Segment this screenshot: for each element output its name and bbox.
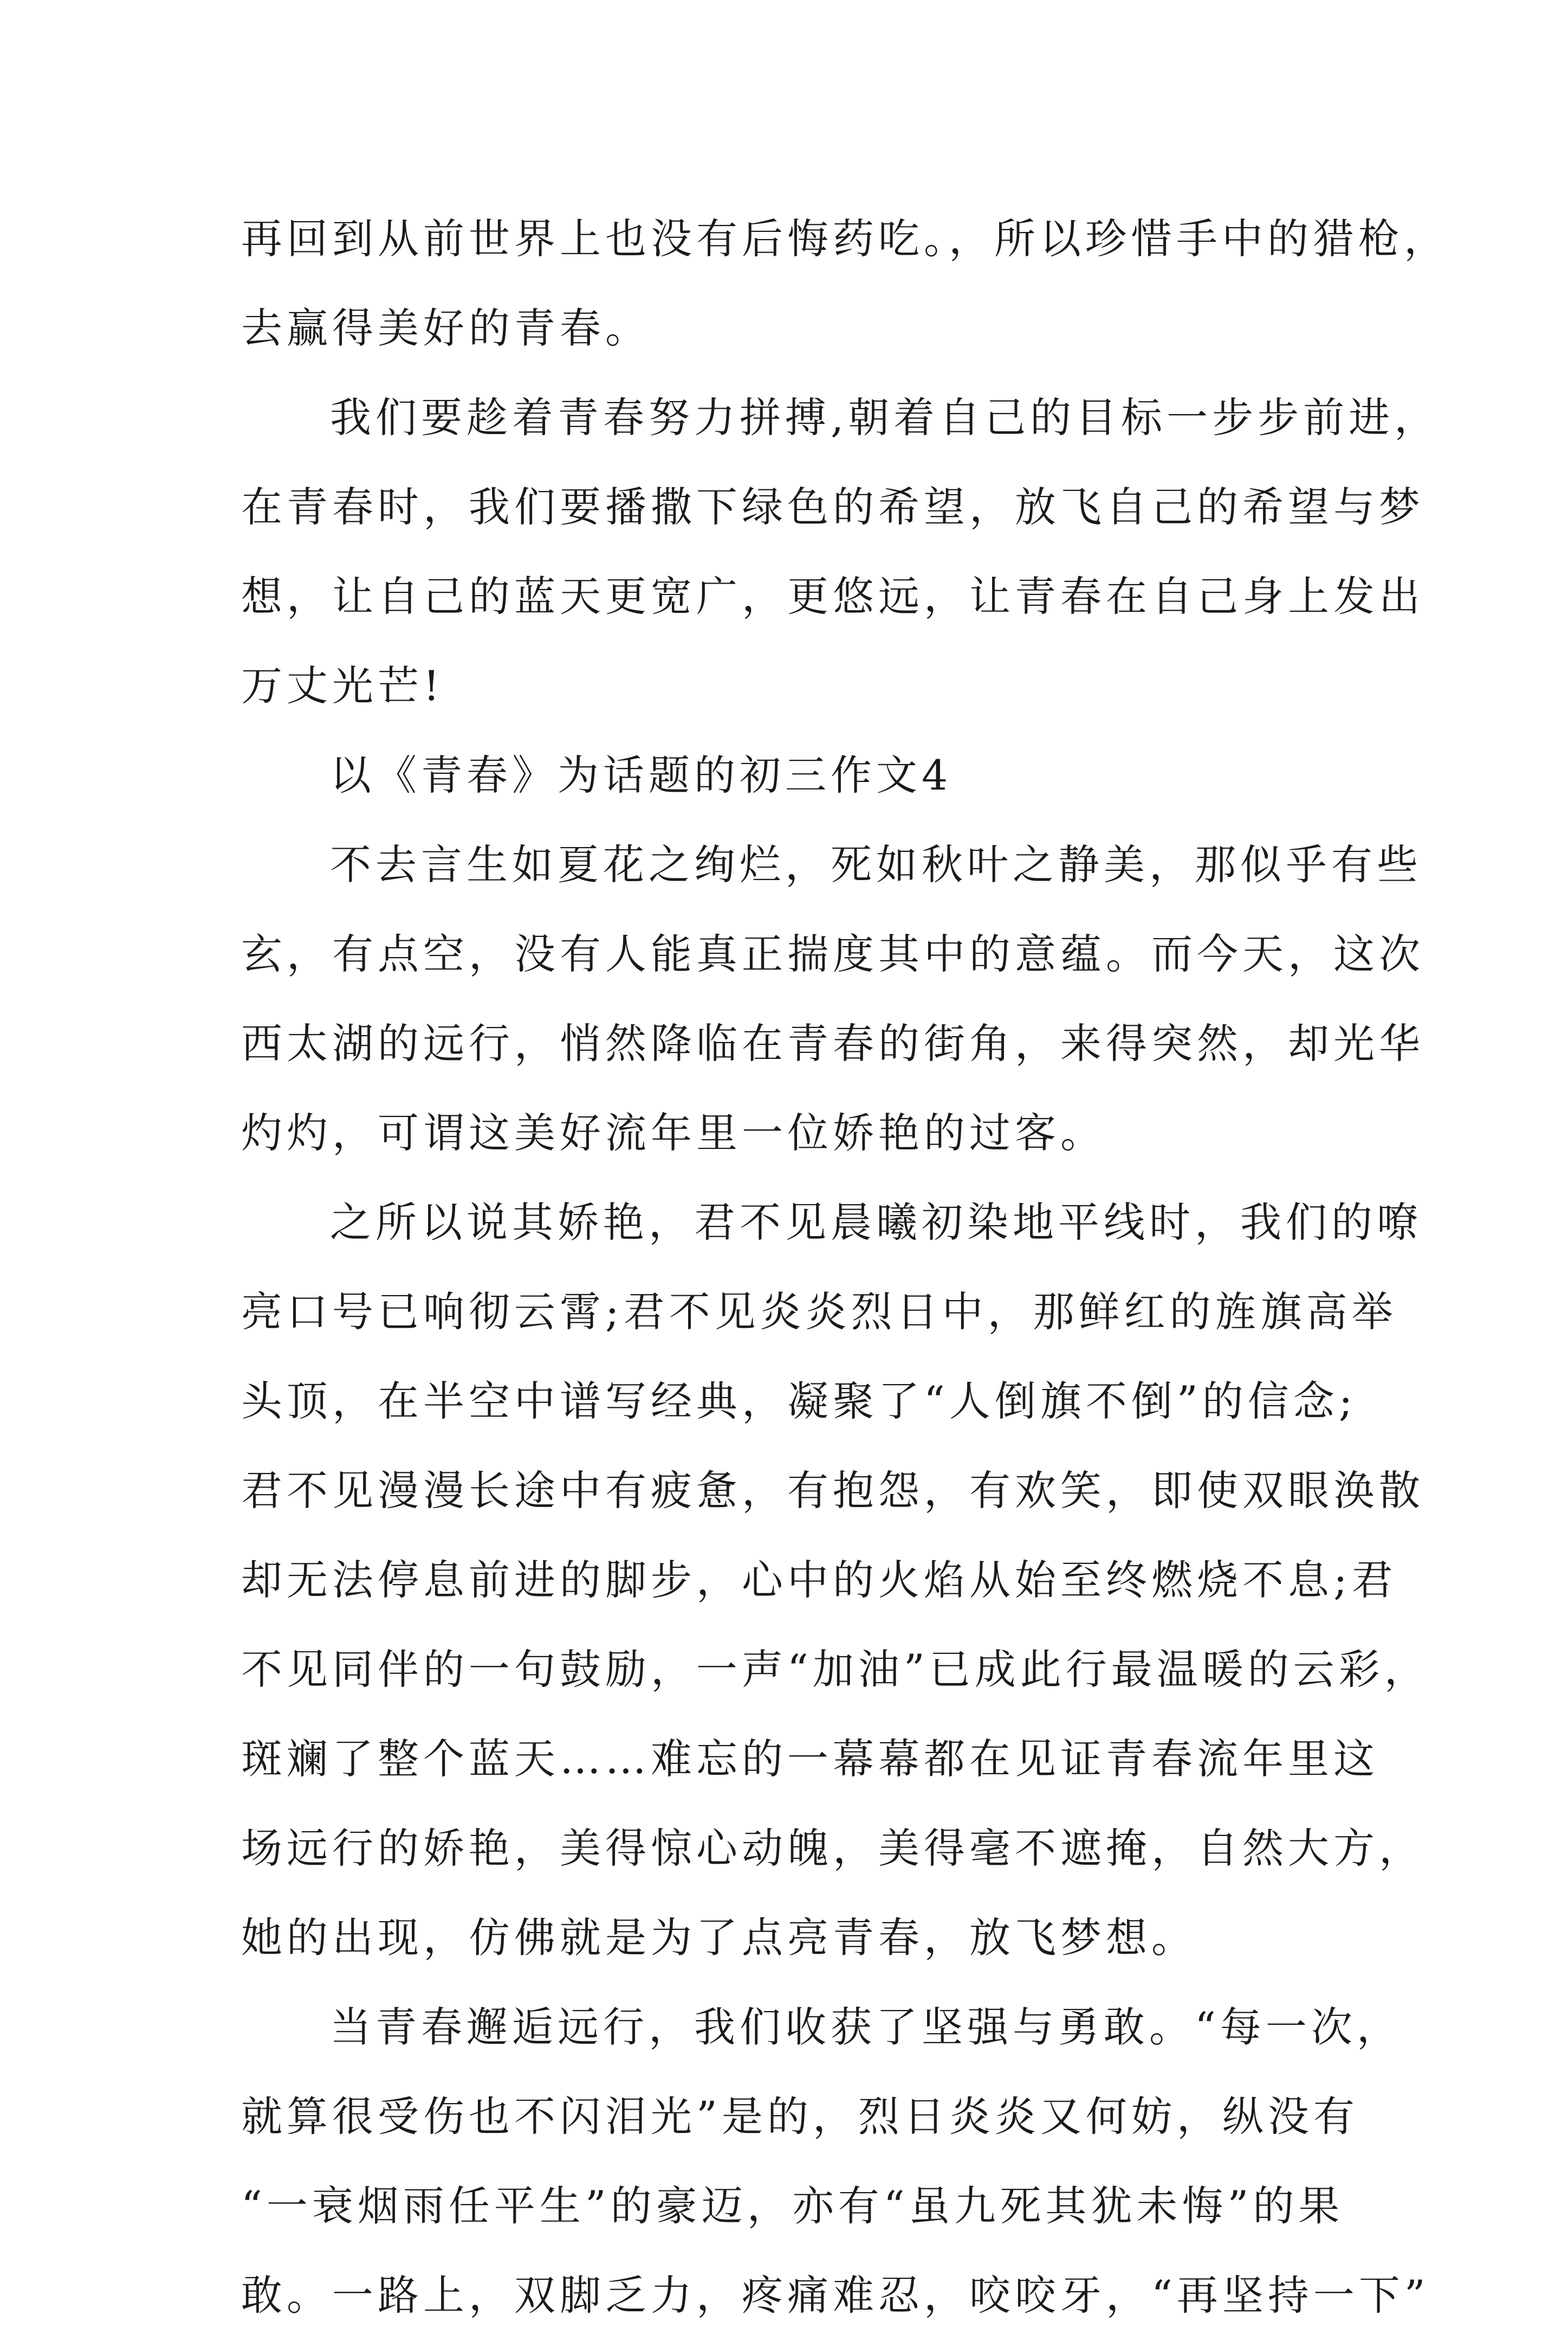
- text-line: 却无法停息前进的脚步，心中的火焰从始至终燃烧不息;君: [241, 1556, 1397, 1604]
- text-line: 君不见漫漫长途中有疲惫，有抱怨，有欢笑，即使双眼涣散: [241, 1466, 1424, 1515]
- text-line: 敢。一路上，双脚乏力，疼痛难忍，咬咬牙，“再坚持一下”: [241, 2271, 1430, 2319]
- text-line: 西太湖的远行，悄然降临在青春的街角，来得突然，却光华: [241, 1019, 1424, 1068]
- text-line: 万丈光芒!: [241, 662, 444, 710]
- paragraph-3: [241, 820, 1424, 1178]
- text-line: 亮口号已响彻云霄;君不见炎炎烈日中，那鲜红的旌旗高举: [241, 1288, 1397, 1336]
- paragraph-2: [241, 373, 1440, 731]
- text-line: 我们要趁着青春努力拼搏,朝着自己的目标一步步前进，: [330, 393, 1440, 442]
- text-line: 不去言生如夏花之绚烂，死如秋叶之静美，那似乎有些: [330, 841, 1422, 889]
- section-heading: [241, 731, 1379, 820]
- text-line: 头顶，在半空中谱写经典，凝聚了“人倒旗不倒”的信念;: [241, 1377, 1357, 1425]
- text-line: 她的出现，仿佛就是为了点亮青春，放飞梦想。: [241, 1914, 1197, 1962]
- text-line: 斑斓了整个蓝天……难忘的一幕幕都在见证青春流年里这: [241, 1735, 1379, 1783]
- text-line: 玄，有点空，没有人能真正揣度其中的意蕴。而今天，这次: [241, 930, 1424, 978]
- text-line: 再回到从前世界上也没有后悔药吃。，所以珍惜手中的猎枪，: [241, 215, 1449, 263]
- paragraph-4: [241, 1178, 1430, 1982]
- text-line: 场远行的娇艳，美得惊心动魄，美得毫不遮掩，自然大方，: [241, 1824, 1424, 1872]
- text-line: 之所以说其娇艳，君不见晨曦初染地平线时，我们的嘹: [330, 1198, 1422, 1246]
- text-line: “一衰烟雨任平生”的豪迈，亦有“虽九死其犹未悔”的果: [241, 2182, 1344, 2230]
- paragraph-1: [241, 194, 1449, 373]
- text-line: 就算很受伤也不闪泪光”是的，烈日炎炎又何妨，纵没有: [241, 2092, 1359, 2141]
- body-text: [241, 194, 1449, 2340]
- text-line: 在青春时，我们要播撒下绿色的希望，放飞自己的希望与梦: [241, 483, 1424, 531]
- text-line: 想，让自己的蓝天更宽广，更悠远，让青春在自己身上发出: [241, 572, 1424, 620]
- heading-line: 以《青春》为话题的初三作文4: [330, 751, 953, 799]
- text-line: 灼灼，可谓这美好流年里一位娇艳的过客。: [241, 1109, 1106, 1157]
- text-line: 去赢得美好的青春。: [241, 304, 651, 352]
- text-line: 不见同伴的一句鼓励，一声“加油”已成此行最温暖的云彩，: [241, 1645, 1430, 1693]
- paragraph-5: [241, 1982, 1430, 2340]
- text-line: 当青春邂逅远行，我们收获了坚强与勇敢。“每一次，: [330, 2003, 1402, 2051]
